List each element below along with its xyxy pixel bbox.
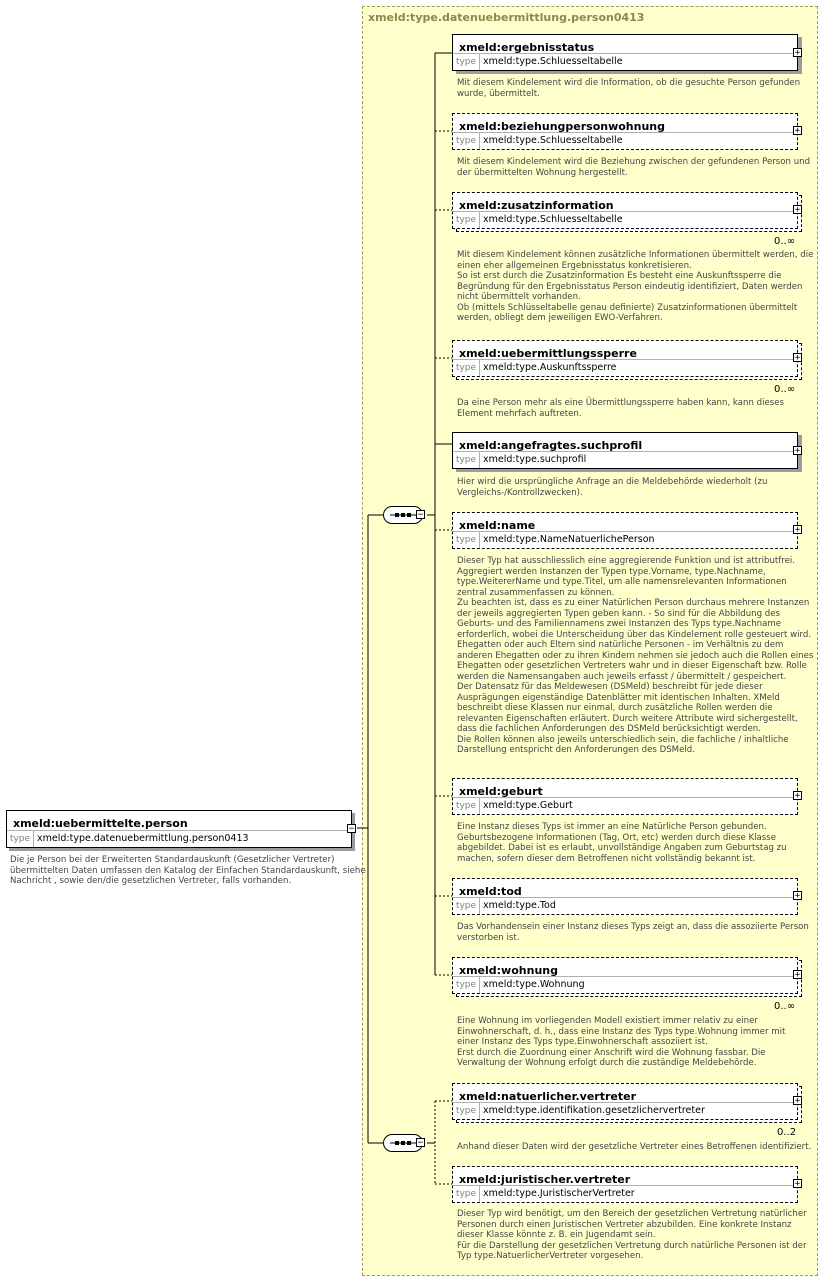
type-label: type [453, 54, 480, 70]
element-box-natuerlicher-vertreter[interactable] [452, 1083, 798, 1120]
element-box-zusatzinformation[interactable] [452, 192, 798, 229]
element-box-beziehungpersonwohnung[interactable] [452, 113, 798, 150]
type-row [453, 976, 797, 993]
element-documentation: Mit diesem Kindelement wird die Beziehung zwischen der gefundenen Person und der übermittelten Wohnung hergestellt. [457, 157, 811, 178]
root-element-name: xmeld:uebermittelte.person [13, 817, 188, 830]
element-name: xmeld:zusatzinformation [459, 199, 614, 212]
type-value: xmeld:type.Auskunftssperre [483, 362, 617, 373]
element-name: xmeld:natuerlicher.vertreter [459, 1090, 637, 1103]
type-row [453, 1102, 797, 1119]
type-label: type [453, 898, 480, 914]
type-value: xmeld:type.NameNatuerlichePerson [483, 534, 655, 545]
element-documentation: Eine Instanz dieses Typs ist immer an eine Natürliche Person gebunden. Geburtsbezogene Informationen (Tag, Ort, etc) werden durch diese Klasse abgebildet. Dabei ist es erlaubt, unvollständige Angaben zum Geburtstag zu machen, sofern dieser dem Betroffenen nicht vollständig bekannt ist. [457, 822, 787, 864]
element-documentation: Anhand dieser Daten wird der gesetzliche Vertreter eines Betroffenen identifiziert. [457, 1142, 812, 1152]
type-row [453, 53, 797, 70]
element-documentation: Mit diesem Kindelement können zusätzliche Informationen übermittelt werden, die einen eher allgemeinen Ergebnisstatus konkretisieren. So ist erst durch die Zusatzinformation Es besteht eine Auskunftssperre die Begründung für den Ergebnisstatus Person eindeutig identifiziert, Daten werden nicht übermittelt vorhanden. Ob (mittels Schlüsseltabelle genau definierte) Zusatzinformationen übermittelt werden, obliegt dem jeweiligen EWO-Verfahren. [457, 250, 814, 323]
element-name: xmeld:beziehungpersonwohnung [459, 120, 666, 133]
type-value: xmeld:type.Geburt [483, 800, 573, 811]
element-documentation: Eine Wohnung im vorliegenden Modell existiert immer relativ zu einer Einwohnerschaft, d. h., dass eine Instanz des Typs type.Wohnung immer mit einer Instanz des Typs type.Einwohnerschaft assoziiert ist. Erst durch die Zuordnung einer Anschrift wird die Wohnung fassbar. Die Verwaltung der Wohnung erfolgt durch die zuständige Meldebehörde. [457, 1016, 786, 1068]
expand-icon[interactable]: + [794, 791, 801, 801]
cardinality: 0..∞ [774, 384, 796, 395]
expand-icon[interactable]: + [794, 126, 801, 136]
expand-icon[interactable]: + [794, 1096, 801, 1106]
type-label: type [453, 1186, 480, 1202]
element-box-name[interactable] [452, 512, 798, 549]
element-documentation: Dieser Typ hat ausschliesslich eine aggregierende Funktion und ist attributfrei. Aggregiert werden Instanzen der Typen type.Vorname, type.Nachname, type.WeitererName und type.Titel, um alle namensrelevanten Informationen zentral zusammenfassen zu können. Zu beachten ist, dass es zu einer Natürlichen Person durchaus mehrere Instanzen der jeweils aggregierten Typen geben kann. - So sind für die Abbildung des Geburts- und des Familiennamens zwei Instanzen des Typs type.Nachname erforderlich, wobei die Unterscheidung über das Kindelement rolle gesteuert wird. Ehegatten oder auch Eltern sind natürliche Personen - im Verhältnis zu dem anderen Ehegatten oder zu ihren Kindern nehmen sie jedoch auch die Rollen eines Ehegatten oder gesetzlichen Vertreters wahr und in dieser Eigenschaft bzw. Rolle werden die Namensangaben auch jeweils erfasst / übermittelt / gespeichert. Der Datensatz für das Meldewesen (DSMeld) beschreibt für jede dieser Ausprägungen eigenständige Datenblätter mit identischen Inhalten. XMeld beschreibt diese Klassen nur einmal, durch zusätzliche Rollen werden die relevanten Eigenschaften erläutert. Durch weitere Attribute wird sichergestellt, dass die fachlichen Anforderungen des DSMeld berücksichtigt werden. Die Rollen können also jeweils unterschiedlich sein, die fachliche / inhaltliche Darstellung entspricht den Anforderungen des DSMeld. [457, 556, 814, 755]
type-label: type [453, 212, 480, 228]
type-row [453, 451, 797, 468]
type-label: type [453, 360, 480, 376]
element-box-angefragtes-suchprofil[interactable] [452, 432, 798, 469]
element-documentation: Hier wird die ursprüngliche Anfrage an die Meldebehörde wiederholt (zu Vergleichs-/Kontrollzwecken). [457, 477, 768, 498]
expand-icon[interactable]: + [794, 970, 801, 980]
element-box-ergebnisstatus[interactable] [452, 34, 798, 71]
type-value: xmeld:type.Schluesseltabelle [483, 214, 623, 225]
element-documentation: Da eine Person mehr als eine Übermittlungssperre haben kann, kann dieses Element mehrfach auftreten. [457, 398, 784, 419]
collapse-icon[interactable]: − [348, 824, 355, 834]
element-name: xmeld:tod [459, 885, 522, 898]
element-name: xmeld:wohnung [459, 964, 558, 977]
type-value: xmeld:type.Wohnung [483, 979, 585, 990]
cardinality: 0..∞ [774, 1001, 796, 1012]
element-documentation: Das Vorhandensein einer Instanz dieses Typs zeigt an, dass die assoziierte Person verstorben ist. [457, 922, 809, 943]
element-documentation: Mit diesem Kindelement wird die Information, ob die gesuchte Person gefunden wurde, übermittelt. [457, 78, 801, 99]
cardinality: 0..∞ [774, 236, 796, 247]
type-row [453, 1185, 797, 1202]
type-label: type [7, 831, 34, 847]
type-label: type [453, 798, 480, 814]
type-label: type [453, 977, 480, 993]
type-label: type [453, 133, 480, 149]
element-box-juristischer-vertreter[interactable] [452, 1166, 798, 1203]
type-label: type [453, 532, 480, 548]
type-row [453, 897, 797, 914]
root-element-box[interactable] [6, 810, 352, 848]
group-title: xmeld:type.datenuebermittlung.person0413 [368, 11, 645, 24]
element-box-wohnung[interactable] [452, 957, 798, 994]
expand-icon[interactable]: + [794, 205, 801, 215]
element-box-geburt[interactable] [452, 778, 798, 815]
type-row [453, 132, 797, 149]
element-name: xmeld:uebermittlungssperre [459, 347, 637, 360]
root-type-row [7, 830, 351, 847]
expand-icon[interactable]: + [794, 353, 801, 363]
type-value: xmeld:type.JuristischerVertreter [483, 1188, 635, 1199]
element-name: xmeld:juristischer.vertreter [459, 1173, 631, 1186]
type-value: xmeld:type.Schluesseltabelle [483, 56, 623, 67]
element-name: xmeld:name [459, 519, 536, 532]
type-value: xmeld:type.Tod [483, 900, 556, 911]
element-name: xmeld:ergebnisstatus [459, 41, 595, 54]
type-label: type [453, 452, 480, 468]
collapse-icon[interactable]: − [417, 510, 424, 520]
type-row [453, 797, 797, 814]
type-row [453, 359, 797, 376]
expand-icon[interactable]: + [794, 446, 801, 456]
cardinality: 0..2 [777, 1127, 797, 1138]
element-name: xmeld:angefragtes.suchprofil [459, 439, 643, 452]
type-row [453, 211, 797, 228]
expand-icon[interactable]: + [794, 48, 801, 58]
type-value: xmeld:type.suchprofil [483, 454, 587, 465]
element-documentation: Dieser Typ wird benötigt, um den Bereich der gesetzlichen Vertretung natürlicher Personen durch einen Juristischen Vertreter abzubilden. Eine konkrete Instanz dieser Klasse könnte z. B. ein Jugendamt sein. Für die Darstellung der gesetzlichen Vertretung durch natürliche Personen ist der Typ type.NatuerlicherVertreter vorgesehen. [457, 1209, 807, 1261]
type-value: xmeld:type.identifikation.gesetzlichervertreter [483, 1105, 705, 1116]
expand-icon[interactable]: + [794, 1179, 801, 1189]
type-value: xmeld:type.Schluesseltabelle [483, 135, 623, 146]
element-box-tod[interactable] [452, 878, 798, 915]
element-name: xmeld:geburt [459, 785, 543, 798]
element-box-uebermittlungssperre[interactable] [452, 340, 798, 377]
expand-icon[interactable]: + [794, 525, 801, 535]
type-value: xmeld:type.datenuebermittlung.person0413 [37, 833, 249, 844]
collapse-icon[interactable]: − [417, 1138, 424, 1148]
type-row [453, 531, 797, 548]
root-documentation: Die je Person bei der Erweiterten Standardauskunft (Gesetzlicher Vertreter) übermittelten Daten umfassen den Katalog der Einfachen Standardauskunft, siehe Nachricht , sowie den/die gesetzlichen Vertreter, falls vorhanden. [10, 855, 366, 886]
type-label: type [453, 1103, 480, 1119]
expand-icon[interactable]: + [794, 891, 801, 901]
